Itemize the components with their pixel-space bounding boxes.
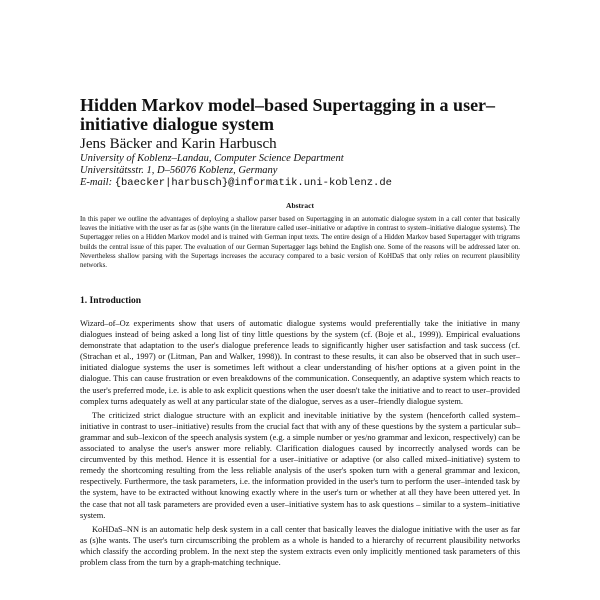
abstract-text: In this paper we outline the advantages of deploying a shallow parser based on Supertagging in an automatic dialogue system in a call center that basically leaves the initiative with the user as far as (s)he wants (in the literature called user–initiative or adaptive in contrast to system–initiative dialogue systems). The Supertagger relies on a Hidden Markov model and is trained with German input texts. The entire design of a Hidden Markov based Supertagger with trigrams builds the central issue of this paper. The evaluation of our German Supertagger lags behind the English one. Some of the reasons will be addressed later on. Nevertheless shallow parsing with the Supertags increases the accuracy compared to a basic version of KoHDaS that only relies on recurrent plausibility networks. — [80, 216, 520, 270]
affiliation-block — [80, 153, 392, 189]
section-number: 1. — [80, 296, 88, 306]
body-paragraph: KoHDaS–NN is an automatic help desk system in a call center that basically leaves the dialogue initiative with the user as far as (s)he wants. The user's turn circumscribing the problem as a whole is handed to a hierarchy of recurrent plausibility networks which classify the according problem. In the next step the system extracts even only implicitly mentioned task parameters of this problem class from the turn by a graph-matching technique. — [80, 524, 520, 567]
abstract-heading: Abstract — [286, 201, 314, 210]
email-label: E-mail: — [80, 177, 113, 188]
paper-title: Hidden Markov model–based Supertagging in a user–initiative dialogue system — [80, 95, 496, 134]
section-heading — [80, 296, 141, 306]
section-title: Introduction — [89, 296, 142, 306]
introduction-body — [80, 318, 520, 571]
email-line — [80, 177, 392, 189]
university-line: University of Koblenz–Landau, Computer Science Department — [80, 153, 344, 164]
email-address: {baecker|harbusch}@informatik.uni-koblenz.de — [114, 177, 392, 189]
body-paragraph: The criticized strict dialogue structure with an explicit and inevitable initiative by the system (henceforth called system–initiative in contrast to user–initiative) results from the crucial fact that with any of these questions by the system a particular sub–grammar and sub–lexicon of the speech analysis system (e.g. a simple number or yes/no grammar and lexicon, respectively) can be associated to analyse the user's answer more reliably. Clarification dialogues caused by incorrectly analysed words can be circumvented by this method. Hence it is essential for a user–initiative or adaptive (or also called mixed–initiative) system to remedy the shortcoming resulting from the less reliable analysis of the user's spoken turn with a general grammar and lexicon, respectively. Furthermore, the task parameters, i.e. the information provided in the user's turn to perform the user–intended task by the system, have to be extracted without knowing exactly where in the user's turn or whether at all they have been uttered yet. In the case that not all task parameters are provided even a user–initiative system has to ask questions – similar to a system–initiative system. — [80, 410, 521, 520]
author-names: Jens Bäcker and Karin Harbusch — [80, 136, 277, 152]
body-paragraph: Wizard–of–Oz experiments show that users of automatic dialogue systems would preferentially take the initiative in many dialogues instead of being asked a long list of tiny little questions by the system (cf. (Boje et al., 1999)). Empirical evaluations demonstrate that adaptation to the user's dialogue preference leads to significantly higher user satisfaction and task success (cf. (Strachan et al., 1997) or (Litman, Pan and Walker, 1998)). In contrast to these results, it can also be observed that in such user–initiated dialogue systems the user is sometimes left without a clear understanding of his/her options at a given point in the dialogue. This can cause frustration or even breakdowns of the communication. Consequently, an adaptive system which reacts to the user's preferred mode, i.e. is able to ask explicit questions when the user doesn't take the initiative and to react to user–provided complex turns adequately as well at any particular state of the dialogue, serves as a user–friendly dialogue system. — [80, 319, 520, 406]
address-line: Universitätsstr. 1, D–56076 Koblenz, Germany — [80, 165, 278, 176]
